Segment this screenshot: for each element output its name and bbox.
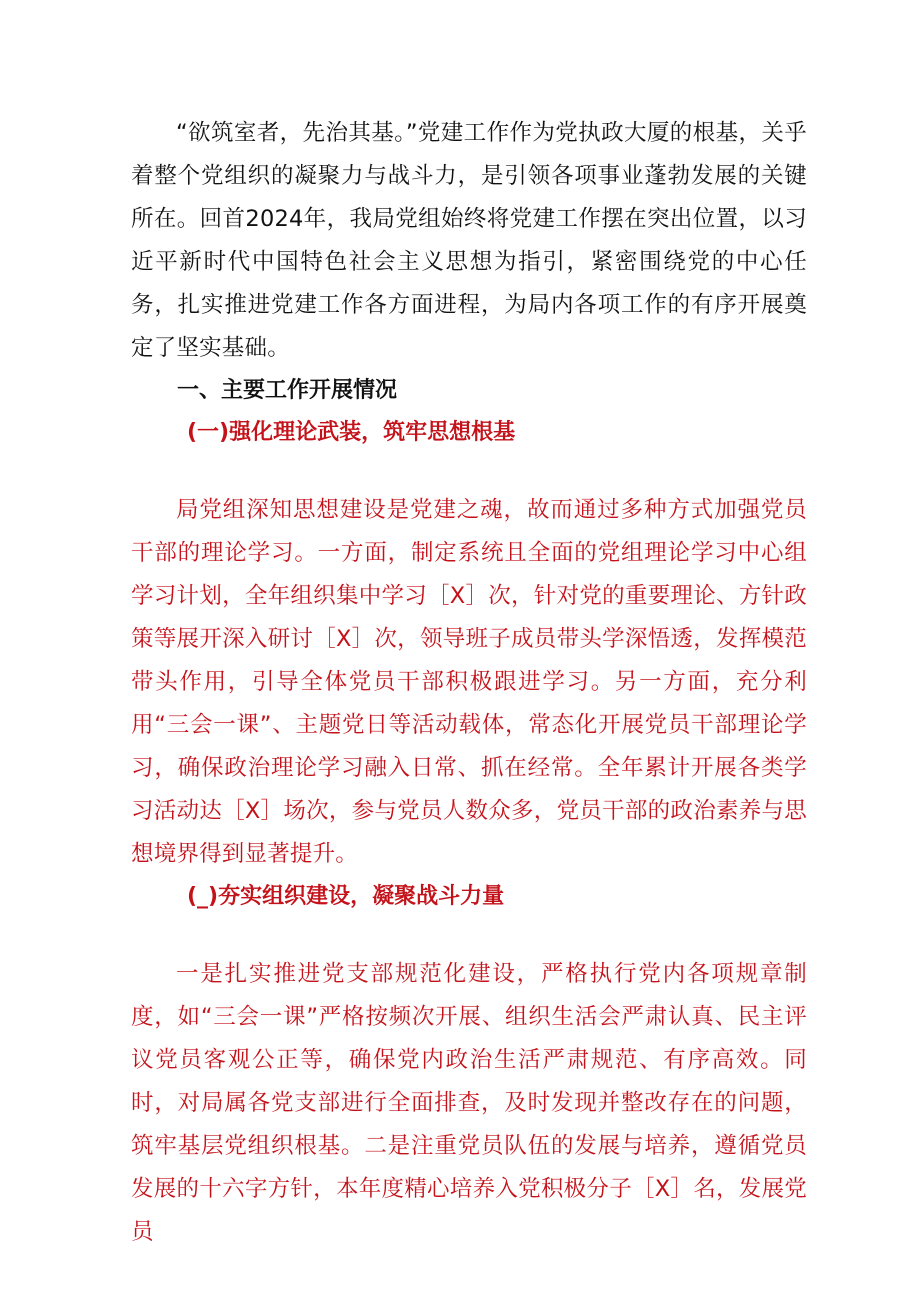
organization-paragraph: 一是扎实推进党支部规范化建设，严格执行党内各项规章制度，如“三会一课”严格按频次开展、组织生活会严肃认真、民主评议党员客观公正等，确保党内政治生活严肃规范、有序高效。同时，对局属各党支部进行全面排查，及时发现并整改存在的问题，筑牢基层党组织根基。二是注重党员队伍的发展与培养，遵循党员发展的十六字方针，本年度精心培养入党积极分子［X］名，发展党员 (131, 961, 807, 1245)
spacer (131, 454, 807, 489)
theory-paragraph: 局党组深知思想建设是党建之魂，故而通过多种方式加强党员干部的理论学习。一方面，制定系统且全面的党组理论学习中心组学习计划，全年组织集中学习［X］次，针对党的重要理论、方针政策等展开深入研讨［X］次，领导班子成员带头学深悟透，发挥模范带头作用，引导全体党员干部积极跟进学习。另一方面，充分利用“三会一课”、主题党日等活动载体，常态化开展党员干部理论学习，确保政治理论学习融入日常、抓在经常。全年累计开展各类学习活动达［X］场次，参与党员人数众多，党员干部的政治素养与思想境界得到显著提升。 (131, 497, 807, 867)
section-heading-main-work: 一、主要工作开展情况 (177, 378, 398, 403)
intro-paragraph: “欲筑室者，先治其基。”党建工作作为党执政大厦的根基，关乎着整个党组织的凝聚力与战斗力，是引领各项事业蓬勃发展的关键所在。回首2024年，我局党组始终将党建工作摆在突出位置，以习近平新时代中国特色社会主义思想为指引，紧密围绕党的中心任务，扎实推进党建工作各方面进程，为局内各项工作的有序开展奠定了坚实基础。 (131, 120, 807, 361)
document-page (131, 112, 807, 1254)
subsection-heading-organization: (_)夯实组织建设，凝聚战斗力量 (187, 884, 505, 909)
spacer (131, 918, 807, 953)
subsection-heading-theory: (一)强化理论武装，筑牢思想根基 (187, 420, 516, 445)
